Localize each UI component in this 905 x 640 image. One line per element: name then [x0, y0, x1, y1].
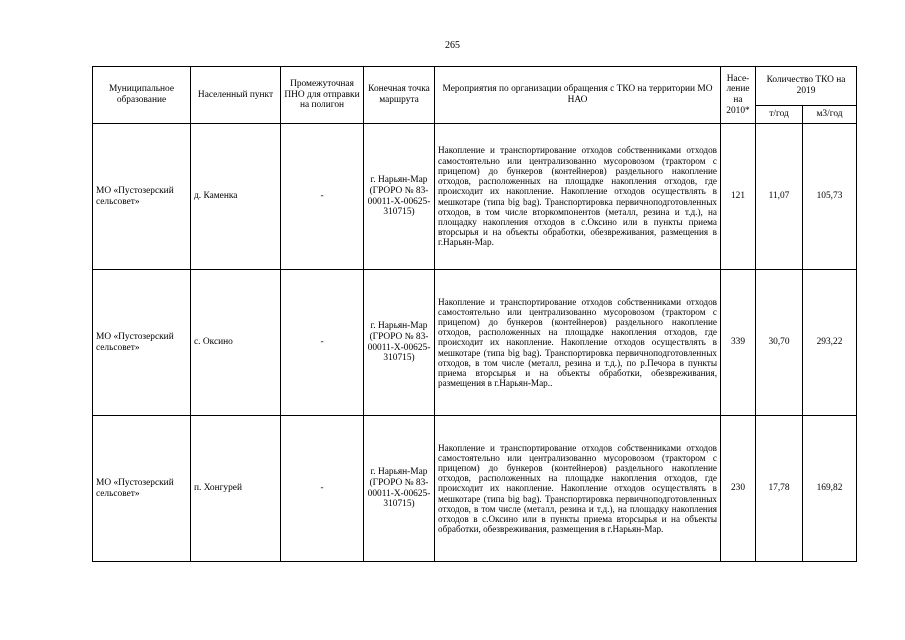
header-tko-group: Количество ТКО на 2019 [756, 67, 857, 106]
header-endpoint: Конечная точка маршрута [364, 67, 435, 124]
cell-municipality: МО «Пустозерский сельсовет» [93, 124, 191, 270]
cell-endpoint: г. Нарьян-Мар (ГРОРО № 83-00011-Х-00625-310715) [364, 124, 435, 270]
cell-tko-m3: 105,73 [803, 124, 857, 270]
table-row [93, 416, 857, 562]
header-tko-m3: м3/год [803, 106, 857, 124]
header-population: Насе-ление на 2010* [721, 67, 756, 124]
cell-intermediate-pno: - [281, 416, 364, 562]
table-header-row [93, 67, 857, 106]
cell-settlement: д. Каменка [191, 124, 281, 270]
cell-municipality: МО «Пустозерский сельсовет» [93, 416, 191, 562]
table-row [93, 124, 857, 270]
header-settlement: Населенный пункт [191, 67, 281, 124]
header-measures: Мероприятия по организации обращения с ТКО на территории МО НАО [435, 67, 721, 124]
cell-measures: Накопление и транспортирование отходов собственниками отходов самостоятельно или централизованно мусоровозом (трактором с прицепом) до бункеров (контейнеров) раздельного накопление отходов, расположенных на площадке накопления отходов, где происходит их накопление. Накопление отходов осуществлять в мешкотаре (типа big bag). Транспортировка первичноподготовленных отходов, в том числе (металл, резина и т.д.), на площадку накопления отходов в с.Оксино или в пункты приема вторсырья и на объекты обработки, обезвреживания, размещения в г.Нарьян-Мар. [435, 416, 721, 562]
cell-endpoint: г. Нарьян-Мар (ГРОРО № 83-00011-Х-00625-310715) [364, 416, 435, 562]
cell-tko-tons: 17,78 [756, 416, 803, 562]
cell-settlement: п. Хонгурей [191, 416, 281, 562]
cell-tko-tons: 30,70 [756, 270, 803, 416]
waste-management-table [92, 66, 857, 562]
cell-tko-m3: 293,22 [803, 270, 857, 416]
table-row [93, 270, 857, 416]
cell-intermediate-pno: - [281, 270, 364, 416]
page-number: 265 [445, 40, 460, 51]
cell-intermediate-pno: - [281, 124, 364, 270]
cell-municipality: МО «Пустозерский сельсовет» [93, 270, 191, 416]
cell-measures: Накопление и транспортирование отходов собственниками отходов самостоятельно или централизованно мусоровозом (трактором с прицепом) до бункеров (контейнеров) раздельного накопление отходов, расположенных на площадке накопления отходов, где происходит их накопление. Накопление отходов осуществлять в мешкотаре (типа big bag). Транспортировка первичноподготовленных отходов, в том числе (металл, резина и т.д.), по р.Печора в пункты приема вторсырья и на объекты обработки, обезвреживания, размещения в г.Нарьян-Мар.. [435, 270, 721, 416]
header-tko-tons: т/год [756, 106, 803, 124]
cell-population: 230 [721, 416, 756, 562]
cell-measures: Накопление и транспортирование отходов собственниками отходов самостоятельно или централизованно мусоровозом (трактором с прицепом) до бункеров (контейнеров) раздельного накопление отходов, расположенных на площадке накопления отходов, где происходит их накопление. Накопление отходов осуществлять в мешкотаре (типа big bag). Транспортировка первичноподготовленных отходов, в том числе вторкомпонентов (металл, резина и т.д.), на площадку накопления отходов в с.Оксино или в пункты приема вторсырья и на объекты обработки, обезвреживания, размещения в г.Нарьян-Мар. [435, 124, 721, 270]
cell-tko-tons: 11,07 [756, 124, 803, 270]
header-intermediate-pno: Промежуточная ПНО для отправки на полигон [281, 67, 364, 124]
cell-endpoint: г. Нарьян-Мар (ГРОРО № 83-00011-Х-00625-310715) [364, 270, 435, 416]
header-municipality: Муниципальное образование [93, 67, 191, 124]
cell-population: 121 [721, 124, 756, 270]
cell-settlement: с. Оксино [191, 270, 281, 416]
cell-tko-m3: 169,82 [803, 416, 857, 562]
cell-population: 339 [721, 270, 756, 416]
